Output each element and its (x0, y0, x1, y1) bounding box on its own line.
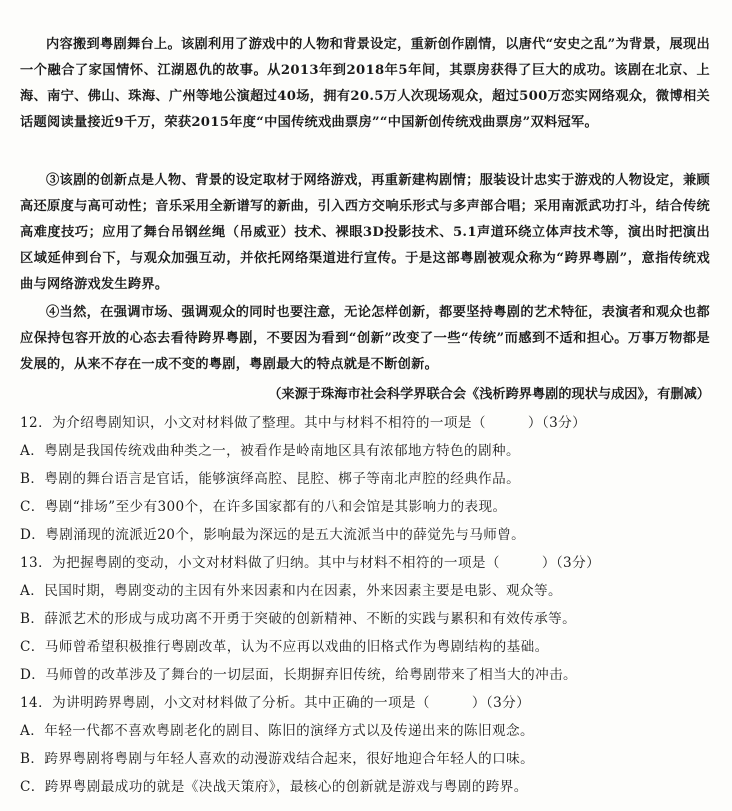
article-paragraph-3: ④当然，在强调市场、强调观众的同时也要注意，无论怎样创新，都要坚持粤剧的艺术特征，表演者和观众也都应保持包容开放的心态去看待跨界粤剧，不要因为看到“创新”改变了一些“传统”而感到不适和担心。万事万物都是发展的，从来不存在一成不变的粤剧，粤剧最大的特点就是不断创新。 (20, 305, 710, 372)
question-13-option-c: C．马师曾希望积极推行粤剧改革，认为不应再以戏曲的旧格式作为粤剧结构的基础。 (20, 639, 549, 655)
question-12-option-c: C．粤剧“排场”至少有300个，在许多国家都有的八和会馆是其影响力的表现。 (20, 499, 507, 515)
question-14-stem: 14．为讲明跨界粤剧，小文对材料做了分析。其中正确的一项是（ ）（3分） (20, 695, 531, 711)
question-13-option-b: B．薛派艺术的形成与成功离不开勇于突破的创新精神、不断的实践与累积和有效传承等。 (20, 611, 577, 627)
question-13-option-a: A．民国时期，粤剧变动的主因有外来因素和内在因素，外来因素主要是电影、观众等。 (20, 583, 562, 599)
article-paragraph-1: 内容搬到粤剧舞台上。该剧利用了游戏中的人物和背景设定，重新创作剧情，以唐代“安史之乱”为背景，展现出一个融合了家国情怀、江湖恩仇的故事。从2013年到2018年5年间，其票房获得了巨大的成功。该剧在北京、上海、南宁、佛山、珠海、广州等地公演超过40场，拥有20.5万人次现场观众，超过500万恋实网络观众，微博相关话题阅读量接近9千万，荣获2015年度“中国传统戏曲票房”“中国新创传统戏曲票房”双料冠军。 (20, 37, 710, 130)
question-13-option-d: D．马师曾的改革涉及了舞台的一切层面，长期摒弃旧传统，给粤剧带来了相当大的冲击。 (20, 667, 578, 683)
article-source: （来源于珠海市社会科学界联合会《浅析跨界粤剧的现状与成因》，有删减） (268, 387, 710, 402)
article-paragraph-2: ③该剧的创新点是人物、背景的设定取材于网络游戏，再重新建构剧情；服装设计忠实于游戏的人物设定，兼顾高还原度与高可动性；音乐采用全新谱写的新曲，引入西方交响乐形式与多声部合唱；采用南派武功打斗，结合传统高难度技巧；应用了舞台吊钢丝绳（吊威亚）技术、裸眼3D投影技术、5.1声道环绕立体声技术等，演出时把演出区域延伸到台下，与观众加强互动，并依托网络渠道进行宣传。于是这部粤剧被观众称为“跨界粤剧”，意指传统戏曲与网络游戏发生跨界。 (20, 173, 710, 292)
question-12-option-d: D．粤剧涌现的流派近20个，影响最为深远的是五大流派当中的薛觉先与马师曾。 (20, 527, 526, 543)
question-12-option-a: A．粤剧是我国传统戏曲种类之一，被看作是岭南地区具有浓郁地方特色的剧种。 (20, 443, 520, 459)
question-12-option-b: B．粤剧的舞台语言是官话，能够演绎高腔、昆腔、梆子等南北声腔的经典作品。 (20, 471, 521, 487)
question-13-stem: 13．为把握粤剧的变动，小文对材料做了归纳。其中与材料不相符的一项是（ ）（3分） (20, 555, 601, 571)
question-14-option-a: A．年轻一代都不喜欢粤剧老化的剧目、陈旧的演绎方式以及传递出来的陈旧观念。 (20, 723, 534, 739)
question-14-option-b: B．跨界粤剧将粤剧与年轻人喜欢的动漫游戏结合起来，很好地迎合年轻人的口味。 (20, 751, 535, 767)
question-14-option-c: C．跨界粤剧最成功的就是《决战天策府》，最核心的创新就是游戏与粤剧的跨界。 (20, 779, 528, 795)
question-12-stem: 12．为介绍粤剧知识，小文对材料做了整理。其中与材料不相符的一项是（ ）（3分） (20, 415, 587, 431)
